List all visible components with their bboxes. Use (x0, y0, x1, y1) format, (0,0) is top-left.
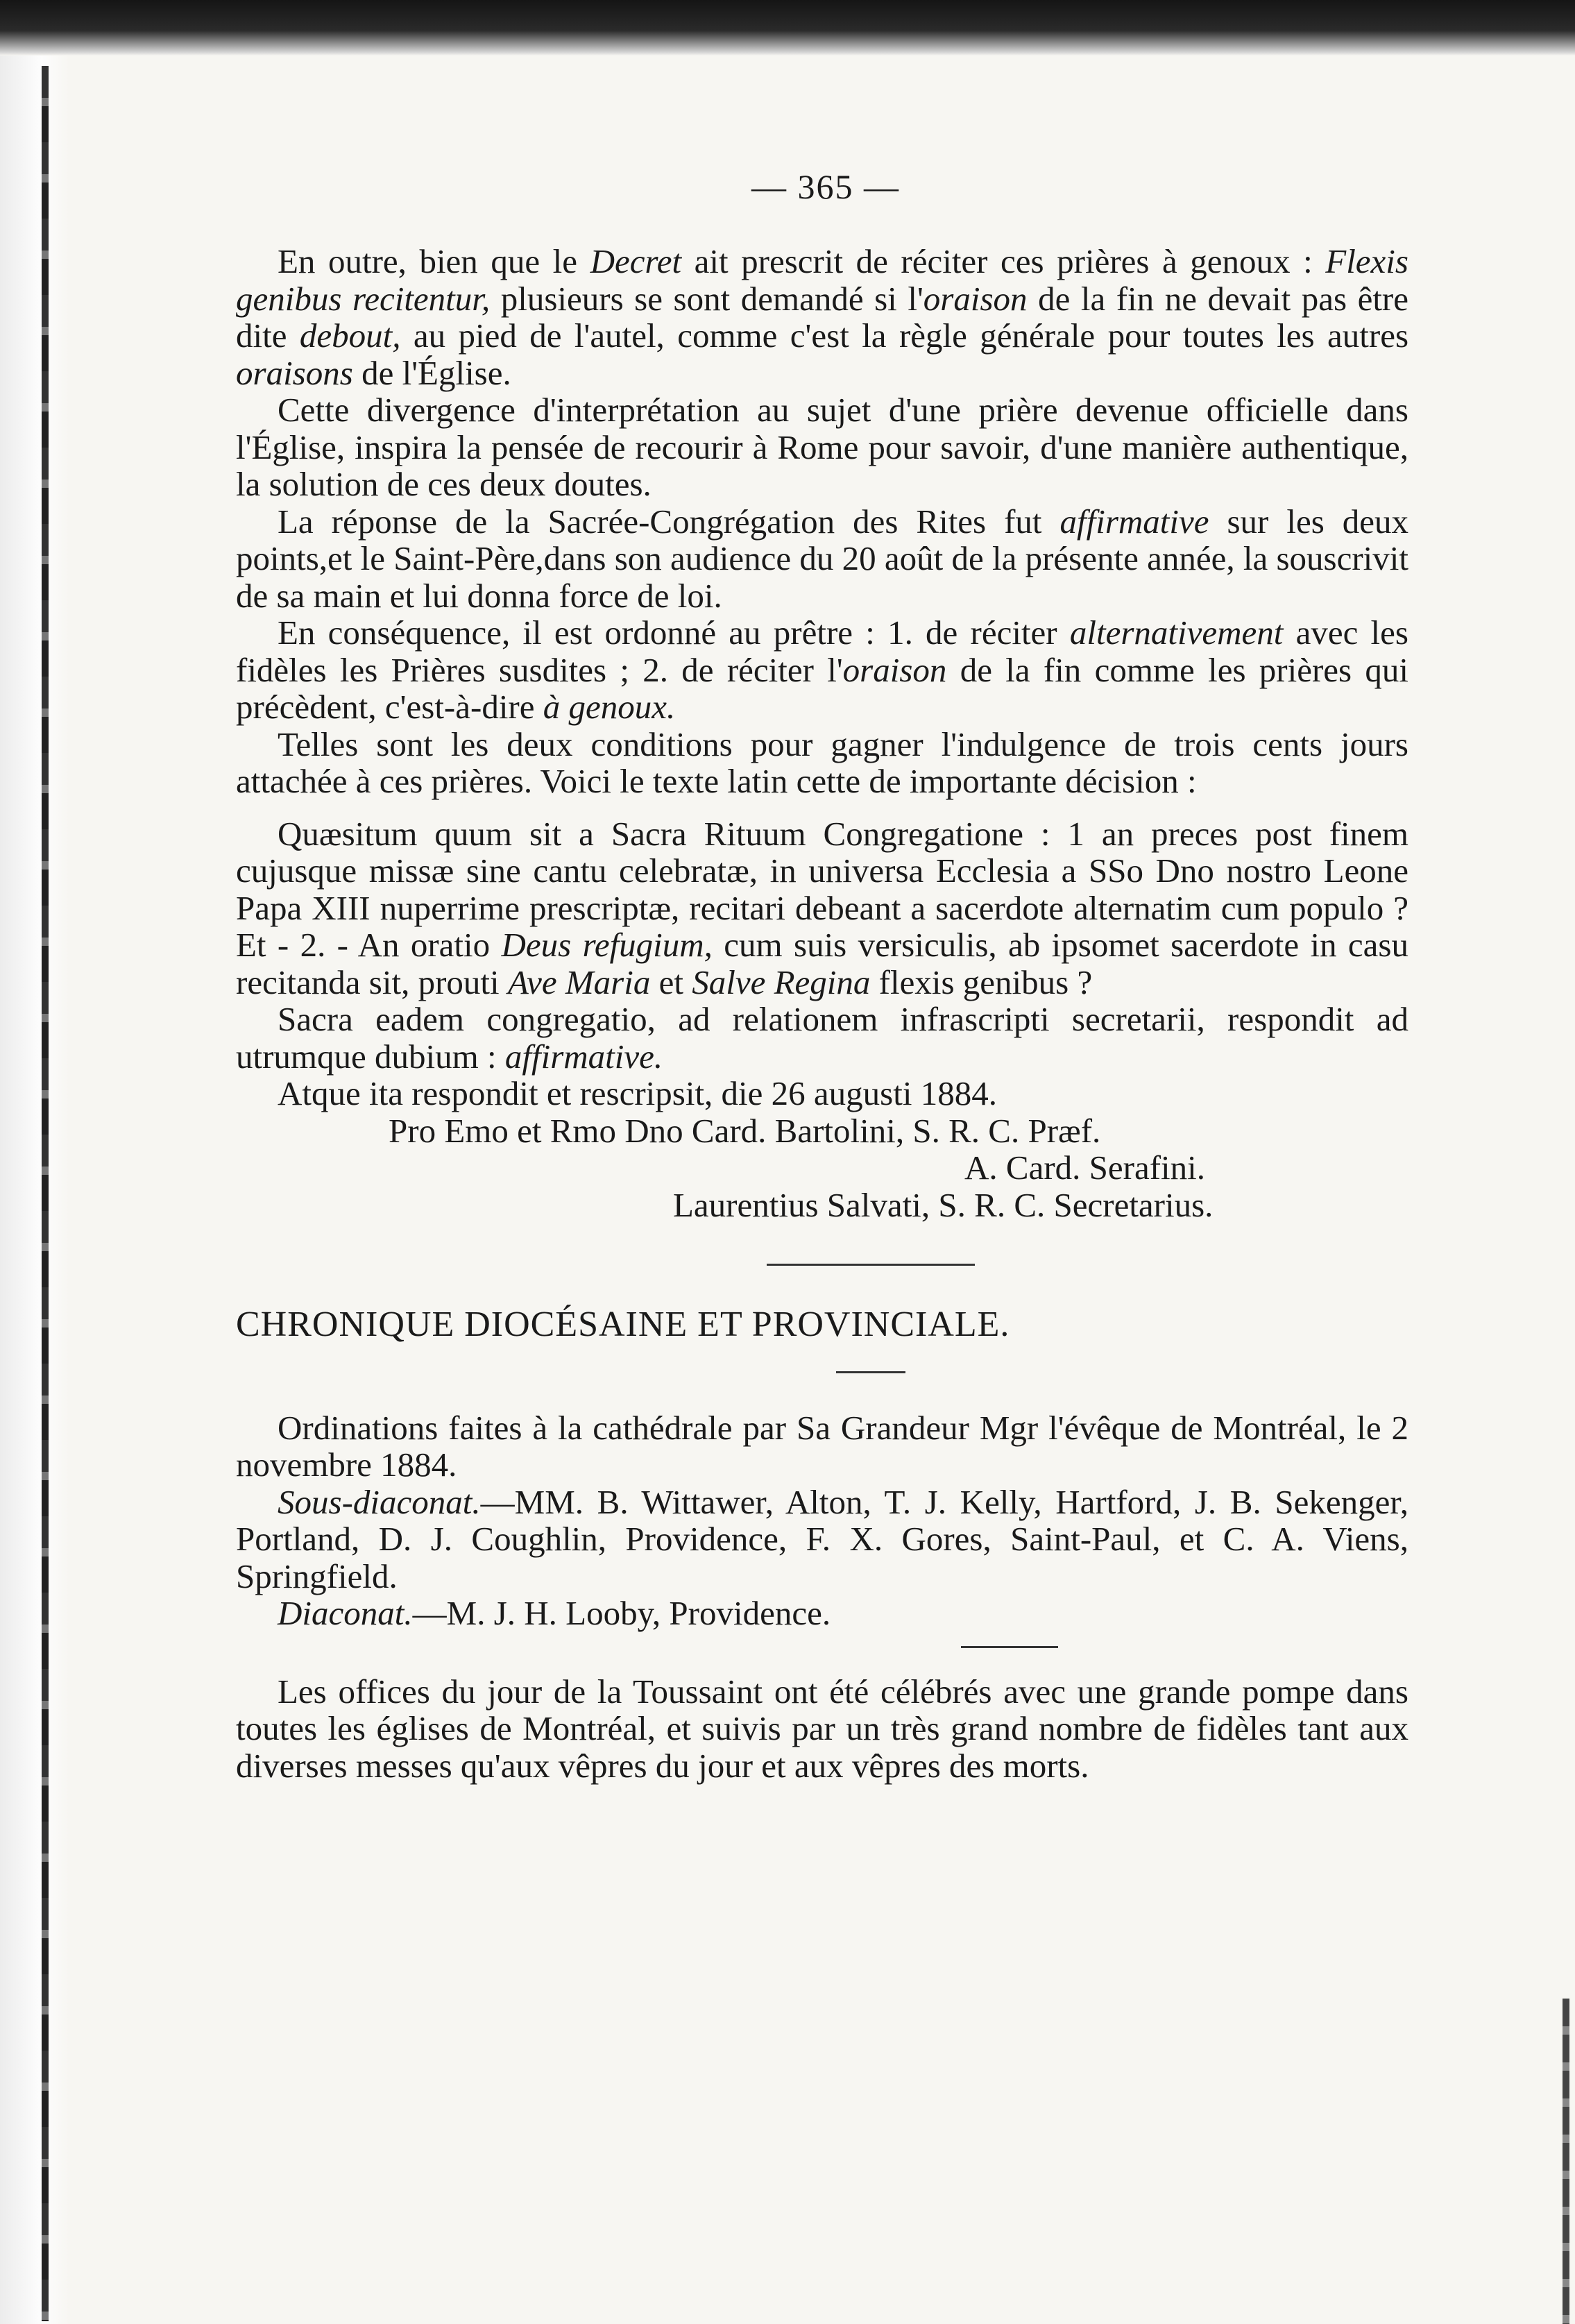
signature-serafini: A. Card. Serafini. (964, 1148, 1205, 1187)
signature-bartolini: Pro Emo et Rmo Dno Card. Bartolini, S. R. C. Præf. (389, 1111, 1101, 1150)
latin-date: Atque ita respondit et rescripsit, die 26 augusti 1884. (278, 1074, 997, 1112)
paragraph-4: En conséquence, il est ordonné au prêtre : 1. de réciter alternativement avec les fidèles les Prières susdites ; 2. de réciter l'oraison de la fin comme les prières qui précèdent, c'est-à-dire à genoux. (236, 613, 1408, 726)
paragraph-3: La réponse de la Sacrée-Congrégation des Rites fut affirmative sur les deux points,et le Saint-Père,dans son audience du 20 août de la présente année, la souscrivit de sa main et lui donna force de loi. (236, 502, 1408, 615)
ordinations-paragraph: Ordinations faites à la cathédrale par Sa Grandeur Mgr l'évêque de Montréal, le 2 novembre 1884. (236, 1408, 1408, 1484)
signature-salvati: Laurentius Salvati, S. R. C. Secretarius. (673, 1185, 1214, 1224)
heading-underline (836, 1371, 905, 1373)
entry-divider (961, 1646, 1058, 1648)
paragraph-5: Telles sont les deux conditions pour gagner l'indulgence de trois cents jours attachée à ces prières. Voici le texte latin cette de importante décision : (236, 724, 1408, 800)
sous-diaconat-entry: Sous-diaconat.—MM. B. Wittawer, Alton, T. J. Kelly, Hartford, J. B. Sekenger, Portland, D. J. Coughlin, Providence, F. X. Gores, Saint-Paul, et C. A. Viens, Springfield. (236, 1482, 1408, 1595)
scan-right-edge-mark (1563, 1999, 1569, 2324)
latin-question: Quæsitum quum sit a Sacra Rituum Congregatione : 1 an preces post finem cujusque missæ sine cantu celebratæ, in universa Ecclesia a SSo Dno nostro Leone Papa XIII nuperrime prescriptæ, recitari debeant a sacerdote alternatim cum populo ? Et - 2. - An oratio Deus refugium, cum suis versiculis, ab ipsomet sacerdote in casu recitanda sit, prouti Ave Maria et Salve Regina flexis genibus ? (236, 814, 1408, 1001)
scan-top-border (0, 0, 1575, 56)
section-divider (767, 1264, 975, 1266)
toussaint-paragraph: Les offices du jour de la Toussaint ont été célébrés avec une grande pompe dans toutes les églises de Montréal, et suivis par un très grand nombre de fidèles tant aux diverses messes qu'aux vêpres du jour et aux vêpres des morts. (236, 1672, 1408, 1785)
paragraph-1: En outre, bien que le Decret ait prescrit de réciter ces prières à genoux : Flexis genibus recitentur, plusieurs se sont demandé si l'oraison de la fin ne devait pas être dite debout, au pied de l'autel, comme c'est la règle générale pour toutes les autres oraisons de l'Église. (236, 242, 1409, 392)
page-number: — 365 — (751, 167, 900, 206)
scan-left-margin (0, 56, 69, 2324)
chronique-heading: CHRONIQUE DIOCÉSAINE ET PROVINCIALE. (236, 1305, 1010, 1344)
paragraph-2: Cette divergence d'interprétation au sujet d'une prière devenue officielle dans l'Église, inspira la pensée de recourir à Rome pour savoir, d'une manière authentique, la solution de ces deux doutes. (236, 391, 1408, 503)
diaconat-entry: Diaconat.—M. J. H. Looby, Providence. (278, 1594, 831, 1632)
scan-binding-line (42, 66, 49, 2321)
document-body (236, 243, 1408, 1784)
latin-response: Sacra eadem congregatio, ad relationem infrascripti secretarii, respondit ad utrumque dubium : affirmative. (236, 1000, 1408, 1076)
